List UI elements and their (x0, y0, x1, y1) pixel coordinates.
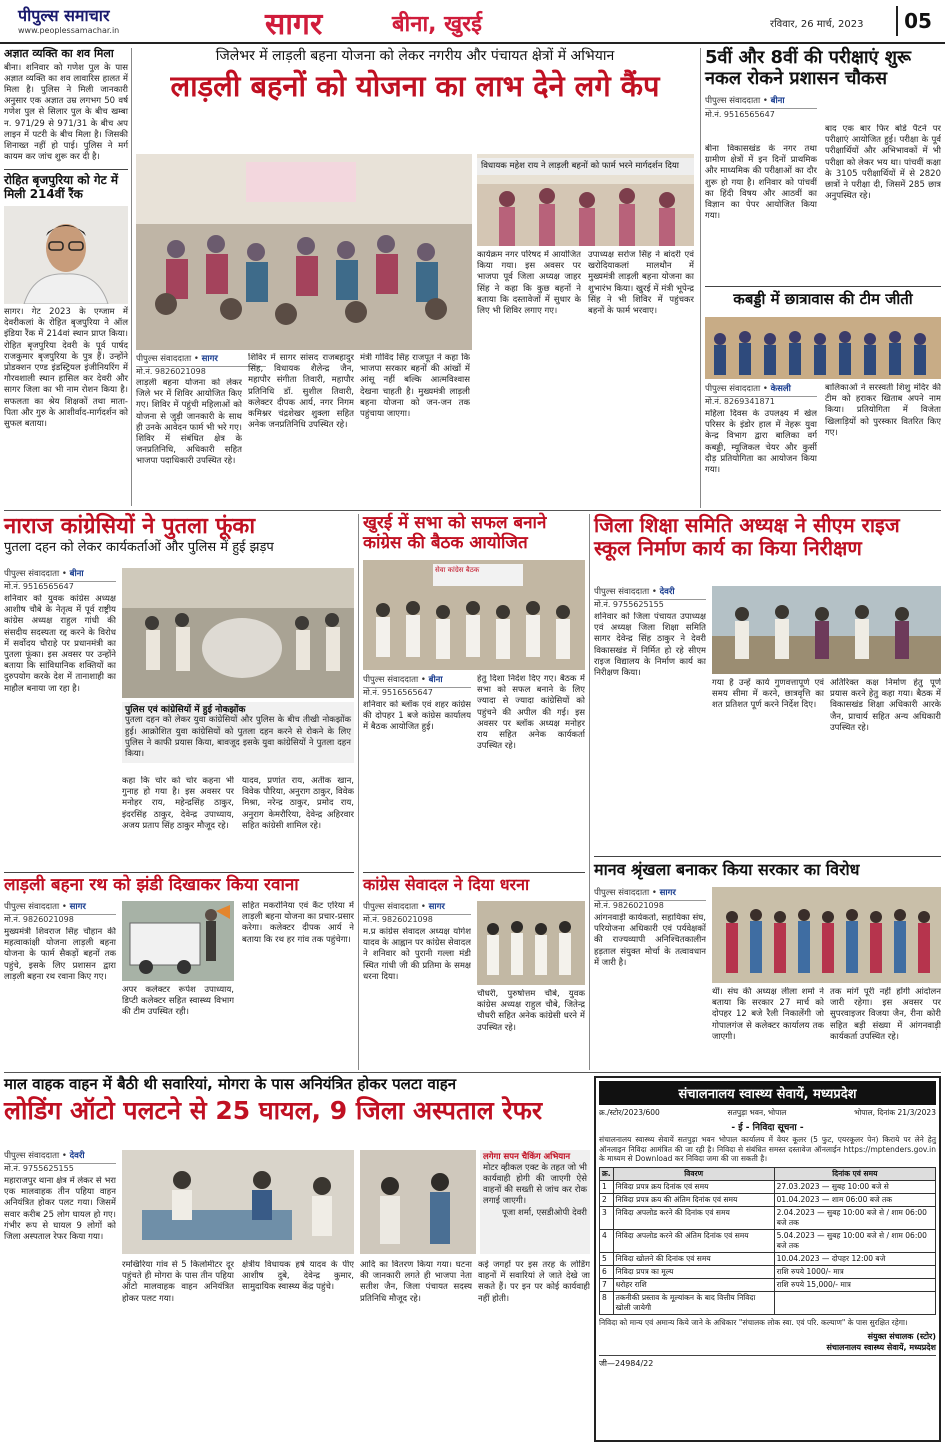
effigy-box (122, 702, 354, 763)
byline-name: पीपुल्स संवाददाता (136, 354, 192, 364)
tender-col-sno: क्र. (600, 1167, 614, 1180)
sevadal-byline: पीपुल्स संवाददाता • सागर (363, 901, 471, 915)
lead-col-4: कार्यक्रम नगर परिषद में आयोजित किया गया। इस अवसर पर भाजपा पूर्व जिला अध्यक्ष जाहर सिंह ने कहा कि कुछ बहनों ने बताया कि दस्तावेजों में सुधार के लिए भी शिविर लगाए गए। (477, 250, 581, 317)
byline-name: पीपुल्स संवाददाता (363, 902, 419, 912)
left-headline-2: रोहित बृजपुरिया को गेट में मिली 214वीं रैंक (4, 169, 128, 202)
column-rule (358, 514, 359, 1070)
lead-kicker: जिलेभर में लाड़ली बहना योजना को लेकर नगरीय और पंचायत क्षेत्रों में अभियान (215, 48, 615, 64)
byline-name: पीपुल्स संवाददाता (4, 902, 60, 912)
school-text-3: अतिरिक्त कक्ष निर्माण हेतु पूर्ण प्रयास करने हेतु कहा गया। बैठक में विकासखंड शिक्षा अधिकारी आरके जैन, प्राचार्य सहित अन्य अधिकारी उपस्थित रहे। (830, 678, 941, 733)
cell: 1 (600, 1180, 614, 1193)
accident-side-text: मोटर व्हीकल एक्ट के तहत जो भी कार्यवाही होगी की जाएगी ऐसे वाहनों की सख्ती से जांच कर रोक लगाई जाएगी। (483, 1162, 587, 1207)
rath-text-2: अपर कलेक्टर रूपेश उपाध्याय, डिप्टी कलेक्टर सहित स्वास्थ्य विभाग की टीम उपस्थित रही। (122, 985, 234, 1018)
effigy-box-text: पुतला दहन को लेकर युवा कांग्रेसियों और पुलिस के बीच तीखी नोकझोंक हुई। आक्रोशित युवा कांग्रेसियों को पुतला दहन करने से रोकने के लिए पुलिस ने काफी प्रयास किया, बावजूद इसके युवा कांग्रेसियों ने पुतला दहन किया। (125, 715, 351, 759)
school-headline: जिला शिक्षा समिति अध्यक्ष ने सीएम राइज स्कूल निर्माण कार्य का किया निरीक्षण (594, 513, 900, 560)
brand-logo[interactable] (18, 4, 158, 40)
rath-mobile: मो.नं. 9826021098 (4, 915, 74, 924)
cell: 6 (600, 1265, 614, 1278)
tender-table (599, 1167, 936, 1315)
table-row (600, 1252, 936, 1265)
cell: 8 (600, 1291, 614, 1314)
effigy-box-title: पुलिस एवं कांग्रेसियों में हुई नोकझोंक (125, 705, 246, 715)
section-city: सागर (265, 7, 323, 42)
khurai-text-2: हेतु दिशा निर्देश दिए गए। बैठक में सभा को सफल बनाने के लिए ज्यादा से ज्यादा कांग्रेसियों को पहुंचने की अपील की गई। इस अवसर पर ब्लॉक अध्यक्ष मनोहर राय सहित अनेक कार्यकर्ता उपस्थित रहे। (477, 674, 585, 752)
byline-name: पीपुल्स संवाददाता (363, 675, 419, 685)
table-row (600, 1265, 936, 1278)
kabaddi-story (705, 286, 941, 508)
masthead (0, 0, 945, 44)
cell: 5 (600, 1252, 614, 1265)
rath-photo (122, 901, 234, 981)
khurai-headline: खुरई में सभा को सफल बनाने कांग्रेस की बैठक आयोजित (363, 513, 547, 553)
cell: 2.04.2023 — सुबह 10:00 बजे से / शाम 06:00 बजे तक (774, 1206, 935, 1229)
accident-text-5: कई जगहों पर इस तरह के लोडिंग वाहनों में सवारियां ले जाते देखे जा सकते हैं। पर इन पर कोई कार्यवाही नहीं होती। (478, 1260, 590, 1304)
table-row (600, 1193, 936, 1206)
lead-byline: पीपुल्स संवाददाता • सागर (136, 353, 266, 367)
cell: धरोहर राशि (613, 1278, 774, 1291)
section-rule (4, 1072, 941, 1073)
byline-place: सागर (428, 902, 445, 912)
byline-place: सागर (69, 902, 86, 912)
brand-url[interactable]: www.peoplessamachar.in (18, 26, 120, 35)
table-row (600, 1229, 936, 1252)
chain-text-2: थीं। संघ की अध्यक्ष लीला शर्मा ने बताया कि सरकार 27 मार्च को दोपहर 12 बजे रैली निकालेंगी जो गोपालगंज से कलेक्टर कार्यालय तक जाएगी। (712, 987, 824, 1042)
school-text-2: गया है उन्हें कार्य गुणवत्तापूर्ण एवं समय सीमा में करने, छात्रवृत्ति का शत प्रतिशत पूर्ण करने निर्देश दिए। (712, 678, 824, 711)
cell: तकनीकी प्रस्ताव के मूल्यांकन के बाद वित्तीय निविदा खोली जायेगी (613, 1291, 774, 1314)
khurai-mobile: मो.नं. 9516565647 (363, 688, 433, 697)
accident-headline: लोडिंग ऑटो पलटने से 25 घायल, 9 जिला अस्पताल रेफर (4, 1096, 543, 1126)
tender-ref: क्र./स्टोर/2023/600 (599, 1108, 660, 1117)
issue-date: रविवार, 26 मार्च, 2023 (770, 19, 864, 30)
exam-mobile: मो.नं. 9516565647 (705, 110, 775, 120)
tender-ref-row (599, 1108, 936, 1118)
sevadal-photo (477, 901, 585, 985)
school-story (594, 514, 941, 854)
school-text-1: शनिवार को जिला पंचायत उपाध्यक्ष एवं अध्यक्ष जिला शिक्षा समिति सागर देवेन्द्र सिंह ठाकुर ने देवरी विकासखंड में निर्मित हो रहे सीएम राइज विद्यालय के निर्माण कार्य का निरीक्षण किया। (594, 612, 706, 679)
left-headline-1: अज्ञात व्यक्ति का शव मिला (4, 47, 114, 60)
chain-text-1: आंगनवाड़ी कार्यकर्ता, सहायिका संघ, परियोजना अधिकारी एवं पर्यवेक्षकों की राज्यव्यापी अनिश्चितकालीन हड़ताल संयुक्त मोर्चा के तत्वावधान में जारी है। (594, 913, 706, 968)
rohit-portrait (4, 206, 128, 304)
chain-text-3: तक मांगें पूरी नहीं होंगी आंदोलन जारी रहेगा। इस अवसर पर सुपरवाइजर विजया जैन, रीना कोरी सहित बड़ी संख्या में आंगनवाड़ी कार्यकर्ता उपस्थित रहे। (830, 987, 941, 1042)
cell: 7 (600, 1278, 614, 1291)
cell: 10.04.2023 — दोपहर 12:00 बजे (774, 1252, 935, 1265)
sevadal-story (363, 872, 585, 1068)
byline-name: पीपुल्स संवाददाता (594, 888, 650, 898)
byline-place: सागर (659, 888, 676, 898)
lead-col-3: मंत्री गोविंद सिंह राजपूत ने कहा कि भाजपा सरकार बहनों की आंखों में आंसू नहीं बल्कि आत्मविश्वास देखना चाहती है। मुख्यमंत्री लाड़ली बहना योजना को जन-जन तक पहुंचाया जाएगा। (360, 353, 470, 420)
kabaddi-mobile: मो.नं. 8269341871 (705, 397, 775, 406)
cell: राशि रुपये 15,000/- मात्र (774, 1278, 935, 1291)
accident-text-3: क्षेत्रीय विधायक हर्ष यादव के पीए आशीष दुबे, देवेन्द्र कुमार, सामुदायिक स्वास्थ्य केंद्र पहुंचे। (242, 1260, 354, 1293)
effigy-story (4, 514, 354, 870)
cell: राशि रुपये 1000/- मात्र (774, 1265, 935, 1278)
cell: 2 (600, 1193, 614, 1206)
lead-col-5: उपाध्यक्ष सरोज सिंह ने बांदरी एवं खरोदियाकलां मालथौन में मुख्यमंत्री लाड़ली बहना योजना का शुभारंभ किया। खुरई में मंत्री भूपेन्द्र सिंह ने भी शिविर में पहुंचकर बहनों के फार्म भरवाए। (588, 250, 694, 317)
page-number: 05 (896, 6, 938, 36)
cell: निविदा प्रपत्र का मूल्य (613, 1265, 774, 1278)
effigy-mobile: मो.नं. 9516565647 (4, 582, 74, 591)
khurai-story (363, 514, 585, 870)
sevadal-mobile: मो.नं. 9826021098 (363, 915, 433, 924)
accident-photo-2 (360, 1150, 476, 1254)
exam-text-2: बाद एक बार फिर बोर्ड पैटर्न पर परीक्षाएं आयोजित हुई। परीक्षा के पूर्व परीक्षार्थियों और अभिभावकों में भी परीक्षा को लेकर भय था। पांचवीं कक्षा के 3105 परीक्षार्थियों में से 2820 छात्रों ने परीक्षा दी, जिसमें 285 छात्र अनुपस्थित रहे। (825, 124, 941, 202)
effigy-para-2: इस अवसर पर उन्होंने बताया कि सांविधानिक शक्तियों का दुरुपयोग करके देश में तानाशाही का माहौल बनाया जा रहा है। (4, 650, 116, 694)
accident-sidebar (480, 1150, 590, 1254)
byline-place: केसली (770, 384, 791, 394)
byline-name: पीपुल्स संवाददाता (594, 587, 650, 597)
rath-text-1: मुख्यमंत्री शिवराज सिंह चौहान की महत्वाकांक्षी योजना लाड़ली बहना योजना के फार्म सैकड़ों बहनों तक पहुंचे, इसके लिए प्रशासन द्वारा लाड़ली बहना रथ रवाना किए गए। (4, 927, 116, 982)
byline-place: बीना (69, 569, 84, 579)
tender-notice (594, 1076, 941, 1442)
column-rule (131, 48, 132, 506)
lead-story (136, 48, 694, 508)
byline-name: पीपुल्स संवाददाता (4, 1151, 60, 1161)
tender-foot: निविदा को मान्य एवं अमान्य किये जाने के अधिकार "संचालक लोक स्वा. एवं परि. कल्याण" के पास सुरक्षित रहेगा। (599, 1317, 908, 1327)
table-row (600, 1180, 936, 1193)
section-rule (4, 510, 941, 511)
effigy-text-1 (4, 594, 116, 866)
sevadal-text-2: चौधरी, पुरुषोत्तम चौबे, युवक कांग्रेस अध्यक्ष राहुल चौबे, जितेन्द्र चौधरी सहित अनेक कांग्रेसी धरने में उपस्थित रहे। (477, 989, 585, 1033)
effigy-text-4: यादव, प्रणांत राय, अतीक खान, विवेक पौरिया, अनुराग ठाकुर, विवेक मिश्रा, नरेन्द्र ठाकुर, प्रमोद राय, अनुराग केमरौरिया, देवेन्द्र अहिरवार सहित कांग्रेसी शामिल रहे। (242, 776, 354, 831)
tender-sign-1: संयुक्त संचालक (स्टोर) (867, 1332, 936, 1341)
accident-text-2: रमखिरिया गांव से 5 किलोमीटर दूर पहुंचते ही मोगरा के पास तीन पहिया ऑटो मालवाहक वाहन अनियंत्रित होकर पलट गया। (122, 1260, 234, 1304)
chain-headline: मानव श्रृंखला बनाकर किया सरकार का विरोध (594, 860, 860, 879)
accident-byline: पीपुल्स संवाददाता • देवरी (4, 1150, 116, 1164)
byline-place: बीना (428, 675, 443, 685)
rath-text-3: सहित मकरोनिया एवं कैंट एरिया में लाड़ली बहना योजना का प्रचार-प्रसार करेगा। कलेक्टर दीपक आर्य ने बताया कि रथ हर गांव तक पहुंचेगा। (242, 901, 354, 945)
cell: 4 (600, 1229, 614, 1252)
accident-text-1: महाराजपुर थाना क्षेत्र में लेकर से भरा एक मालवाहक तीन पहिया वाहन अनियंत्रित होकर पलट गया। जिसमें सवार करीब 25 लोग घायल हो गए। गंभीर रूप से घायल 9 लोगों को जिला अस्पताल रेफर किया गया। (4, 1176, 116, 1243)
tender-title: संचालनालय स्वास्थ्य सेवायें, मध्यप्रदेश (599, 1081, 936, 1105)
exam-headline: 5वीं और 8वीं की परीक्षाएं शुरू नकल रोकने प्रशासन चौकस (705, 47, 911, 89)
cell: 27.03.2023 — सुबह 10:00 बजे से (774, 1180, 935, 1193)
table-row (600, 1278, 936, 1291)
cell (774, 1291, 935, 1314)
byline-place: देवरी (69, 1151, 85, 1161)
school-byline: पीपुल्स संवाददाता • देवरी (594, 586, 706, 600)
cell: निविदा अपलोड करने की अंतिम दिनांक एवं समय (613, 1229, 774, 1252)
lead-headline: लाड़ली बहनों को योजना का लाभ देने लगे कैंप (170, 69, 660, 104)
rath-story (4, 872, 354, 1068)
table-row (600, 1206, 936, 1229)
effigy-subhead: पुतला दहन को लेकर कार्यकर्ताओं और पुलिस में हुई झड़प (4, 540, 274, 556)
column-rule (700, 48, 701, 508)
rath-byline: पीपुल्स संवाददाता • सागर (4, 901, 116, 915)
exam-byline: पीपुल्स संवाददाता • बीना (705, 95, 817, 109)
cell: 3 (600, 1206, 614, 1229)
school-mobile: मो.नं. 9755625155 (594, 600, 664, 609)
exam-story (705, 48, 941, 280)
lead-col-2: शिविर में सागर सांसद राजबहादुर सिंह, विधायक शैलेन्द्र जैन, महापौर संगीता तिवारी, महापौर प्रतिनिधि डॉ. सुशील तिवारी, कलेक्टर दीपक आर्य, नगर निगम कमिश्नर चंद्रशेखर शुक्ला सहित अनेक जनप्रतिनिधि उपस्थित रहे। (248, 353, 354, 431)
effigy-text-3: कहा कि चोर को चोर कहना भी गुनाह हो गया है। इस अवसर पर मनोहर राय, महेन्द्रसिंह ठाकुर, इंदरसिंह ठाकुर, देवेन्द्र उपाध्याय, अजय प्रताप सिंह ठाकुर मौजूद रहे। (122, 776, 234, 831)
tender-notice-label: - ई - निविदा सूचना - (731, 1123, 804, 1133)
column-rule (589, 514, 590, 1070)
tender-code: जी—24984/22 (599, 1355, 936, 1369)
effigy-headline: नाराज कांग्रेसियों ने पुतला फूंका (4, 514, 256, 539)
left-text-1: बीना। शनिवार को गणेश पुल के पास अज्ञात व्यक्ति का शव लावारिस हालत में मिला है। पुलिस ने मिली जानकारी अनुसार एक अज्ञात उम्र लगभग 50 वर्ष गणेश पुल से सिलार पुल के बीच खम्बा न. 971/29 से 971/31 के बीच अप लाइन में पटरी के बीच मिला है। जिसकी शिनाख्त नहीं हो पाई। पुलिस ने मर्ग कायम कर जांच शुरू कर दी है। (4, 62, 128, 163)
tender-intro: संचालनालय स्वास्थ्य सेवायें सतपुड़ा भवन भोपाल कार्यालय में वेयर कूलर (5 फुट, एयरकूलर पेन) किराये पर लेने हेतु ऑनलाइन निविदा आमंत्रित की जा रही है। निविदा से संबंधित समस्त दस्तावेज ऑनलाईन https://mptenders.gov.in के माध्यम से Download कर निविदा जमा की जा सकती है। (599, 1135, 936, 1163)
sevadal-headline: कांग्रेस सेवादल ने दिया धरना (363, 875, 530, 894)
effigy-para-1: शनिवार को युवक कांग्रेस अध्यक्ष आशीष चौबे के नेतृत्व में पूर्व राष्ट्रीय कांग्रेस अध्यक्ष राहुल गांधी की संसदीय सदस्यता रद्द करने के विरोध में सर्वोदय चौराहे पर प्रधानमंत्री का पुतला फूंका। (4, 594, 116, 661)
accident-side-sign: पूजा शर्मा, एसडीओपी देवरी (501, 1207, 587, 1218)
effigy-photo (122, 568, 354, 698)
section-sub: बीना, खुरई (392, 12, 482, 37)
table-row (600, 1291, 936, 1314)
khurai-photo (363, 560, 585, 670)
tender-dated: भोपाल, दिनांक 21/3/2023 (854, 1108, 936, 1117)
accident-side-title: लगेगा सपन चैकिंग अभियान (483, 1152, 571, 1162)
cell: निविदा अपलोड करने की दिनांक एवं समय (613, 1206, 774, 1229)
kabaddi-photo (705, 317, 941, 379)
tender-place: सतपुड़ा भवन, भोपाल (727, 1108, 787, 1117)
kabaddi-text-1: महिला दिवस के उपलक्ष्य में खेल परिसर के इंडोर हाल में नेहरू युवा केन्द्र विभाग द्वारा बालिका वर्ग कबड्डी, म्यूजिकल चेयर और कुर्सी दौड़ प्रतियोगिता का आयोजन किया गया। (705, 409, 817, 476)
lead-photo-1 (136, 154, 472, 350)
byline-name: पीपुल्स संवाददाता (4, 569, 60, 579)
accident-mobile: मो.नं. 9755625155 (4, 1164, 74, 1173)
left-column (4, 48, 128, 500)
effigy-byline: पीपुल्स संवाददाता • बीना (4, 568, 116, 582)
accident-photo-1 (122, 1150, 354, 1254)
lead-caption: विधायक महेश राय ने लाड़ली बहनों को फार्म भरने मार्गदर्शन दिया (477, 158, 694, 175)
kabaddi-headline: कबड्डी में छात्रावास की टीम जीती (733, 290, 913, 308)
chain-byline: पीपुल्स संवाददाता • सागर (594, 887, 706, 901)
chain-photo (712, 887, 941, 983)
chain-mobile: मो.नं. 9826021098 (594, 901, 664, 910)
chain-story (594, 856, 941, 1070)
school-photo (712, 586, 941, 674)
rath-headline: लाड़ली बहना रथ को झंडी दिखाकर किया रवाना (4, 875, 299, 895)
khurai-photo-banner: सेवा कांग्रेस बैठक (435, 566, 480, 574)
byline-name: पीपुल्स संवाददाता (705, 384, 761, 394)
kabaddi-text-2: बालिकाओं ने सरस्वती शिशु मंदिर की टीम को हराकर खिताब अपने नाम किया। प्रतियोगिता में विजेता खिलाड़ियों को पुरस्कार वितरित किए गए। (825, 383, 941, 438)
byline-name: पीपुल्स संवाददाता (705, 96, 761, 107)
left-text-2: सागर। गेट 2023 के एग्जाम में देवरीकलां के रोहित बृजपुरिया ने ऑल इंडिया रैंक में 214वां स्थान प्राप्त किया। रोहित बृजपुरिया देवरी के पूर्व पार्षद राजकुमार बृजपुरिया के पुत्र हैं। उन्होंने प्रोडक्शन एण्ड इंडस्ट्रियल इंजीनियरिंग में गौरवशाली स्थान हासिल कर देवरी और सागर जिला का भी नाम रोशन किया है। सफलता का श्रेय शिक्षकों तथा माता-पिता और गुरु के आशीर्वाद-मार्गदर्शन को सुफल बताया। (4, 307, 128, 430)
accident-story (4, 1076, 590, 1442)
cell: निविदा खोलने की दिनांक एवं समय (613, 1252, 774, 1265)
cell: 01.04.2023 — शाम 06:00 बजे तक (774, 1193, 935, 1206)
accident-text-4: आदि का वितरण किया गया। घटना की जानकारी लगते ही भाजपा नेता सतीश जैन, जिला पंचायत सदस्य प्रतिनिधि मौजूद रहे। (360, 1260, 472, 1304)
lead-col-1: लाड़ली बहना योजना को लेकर जिले भर में शिविर आयोजित किए गए। शिविर में पहुंची महिलाओं को योजना से जुड़ी जानकारी के साथ ही उनके आवेदन फार्म भी भरे गए। शिविर में संबंधित क्षेत्र के जनप्रतिनिधि, अधिकारी सहित भाजपा पदाधिकारी उपस्थित रहे। (136, 378, 242, 467)
cell: 5.04.2023 — सुबह 10:00 बजे से / शाम 06:00 बजे तक (774, 1229, 935, 1252)
cell: निविदा प्रपत्र क्रय दिनांक एवं समय (613, 1180, 774, 1193)
khurai-text-1: शनिवार को ब्लॉक एवं शहर कांग्रेस की दोपहर 1 बजे कांग्रेस कार्यालय में बैठक आयोजित हुई। (363, 700, 471, 733)
tender-col-desc: विवरण (613, 1167, 774, 1180)
byline-place: देवरी (659, 587, 675, 597)
sevadal-text-1: म.प्र कांग्रेस सेवादल अध्यक्ष योगेश यादव के आह्वान पर कांग्रेस सेवादल ने शनिवार को पुरानी गल्ला मंडी स्थित गांधी जी की प्रतिमा के समक्ष धरना दिया। (363, 927, 471, 982)
exam-text-1: बीना विकासखंड के नगर तथा ग्रामीण क्षेत्रों में इन दिनों प्राथमिक और माध्यमिक की परीक्षाओं का दौर शुरू हो गया है। शनिवार को पांचवीं का हिंदी विषय और आठवीं का विज्ञान का पेपर आयोजित किया गया। (705, 144, 817, 222)
lead-mobile: मो.नं. 9826021098 (136, 367, 206, 376)
cell: निविदा प्रपत्र क्रय की अंतिम दिनांक एवं समय (613, 1193, 774, 1206)
kabaddi-byline: पीपुल्स संवाददाता • केसली (705, 383, 817, 397)
byline-place: बीना (770, 96, 785, 107)
khurai-byline: पीपुल्स संवाददाता • बीना (363, 674, 471, 688)
tender-sign-2: संचालनालय स्वास्थ्य सेवायें, मध्यप्रदेश (826, 1343, 936, 1352)
tender-col-date: दिनांक एवं समय (774, 1167, 935, 1180)
byline-place: सागर (201, 354, 218, 364)
brand-name: पीपुल्स समाचार (18, 6, 110, 25)
tender-header-row (600, 1167, 936, 1180)
accident-kicker: माल वाहक वाहन में बैठी थी सवारियां, मोगरा के पास अनियंत्रित होकर पलटा वाहन (4, 1075, 457, 1093)
